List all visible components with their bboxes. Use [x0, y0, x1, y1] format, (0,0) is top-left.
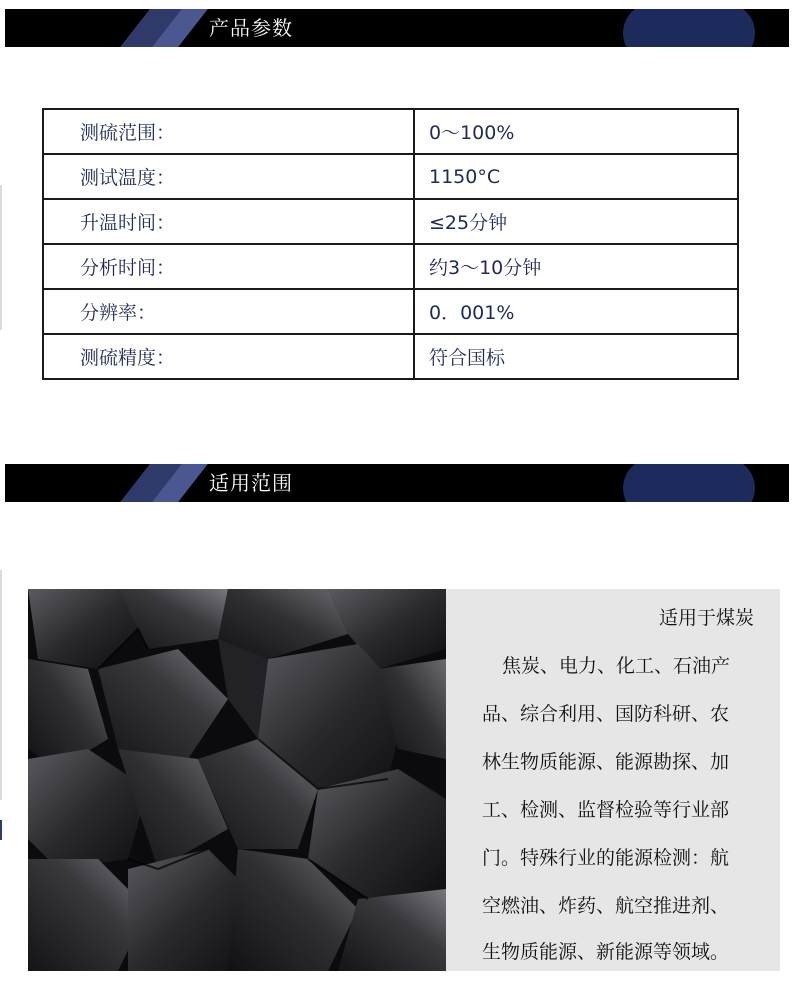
table-row	[43, 334, 738, 379]
scope-line: 林生物质能源、能源勘探、加	[482, 751, 730, 773]
param-value: 0．001%	[414, 289, 738, 334]
param-label: 升温时间：	[43, 199, 414, 244]
table-row	[43, 244, 738, 289]
param-value: ≤25分钟	[414, 199, 738, 244]
param-value: 符合国标	[414, 334, 738, 379]
scope-line: 门。特殊行业的能源检测：航	[482, 847, 730, 869]
param-value: 1150°C	[414, 154, 738, 199]
side-divider	[0, 185, 2, 330]
scope-description	[446, 589, 780, 971]
table-row	[43, 109, 738, 154]
table-row	[43, 289, 738, 334]
scope-line: 生物质能源、新能源等领域。	[482, 941, 730, 963]
section-banner-params	[5, 9, 789, 47]
section-title: 产品参数	[209, 16, 293, 40]
scope-heading: 适用于煤炭	[658, 607, 754, 629]
param-label: 分析时间：	[43, 244, 414, 289]
scope-line: 工、检测、监督检验等行业部	[482, 799, 730, 821]
param-label: 测硫精度：	[43, 334, 414, 379]
param-value: 0～100%	[414, 109, 738, 154]
param-value: 约3～10分钟	[414, 244, 738, 289]
scope-line: 焦炭、电力、化工、石油产	[502, 655, 731, 677]
section-title: 适用范围	[209, 471, 293, 495]
banner-decoration	[623, 9, 755, 47]
side-divider	[0, 570, 2, 800]
param-label: 分辨率：	[43, 289, 414, 334]
side-divider-accent	[0, 820, 2, 840]
param-label: 测硫范围：	[43, 109, 414, 154]
banner-decoration	[623, 464, 755, 502]
table-row	[43, 199, 738, 244]
section-banner-scope	[5, 464, 789, 502]
scope-line: 空燃油、炸药、航空推进剂、	[482, 895, 730, 917]
table-row	[43, 154, 738, 199]
scope-line: 品、综合利用、国防科研、农	[482, 703, 730, 725]
params-table	[42, 108, 739, 380]
coal-image	[28, 589, 446, 971]
param-label: 测试温度：	[43, 154, 414, 199]
